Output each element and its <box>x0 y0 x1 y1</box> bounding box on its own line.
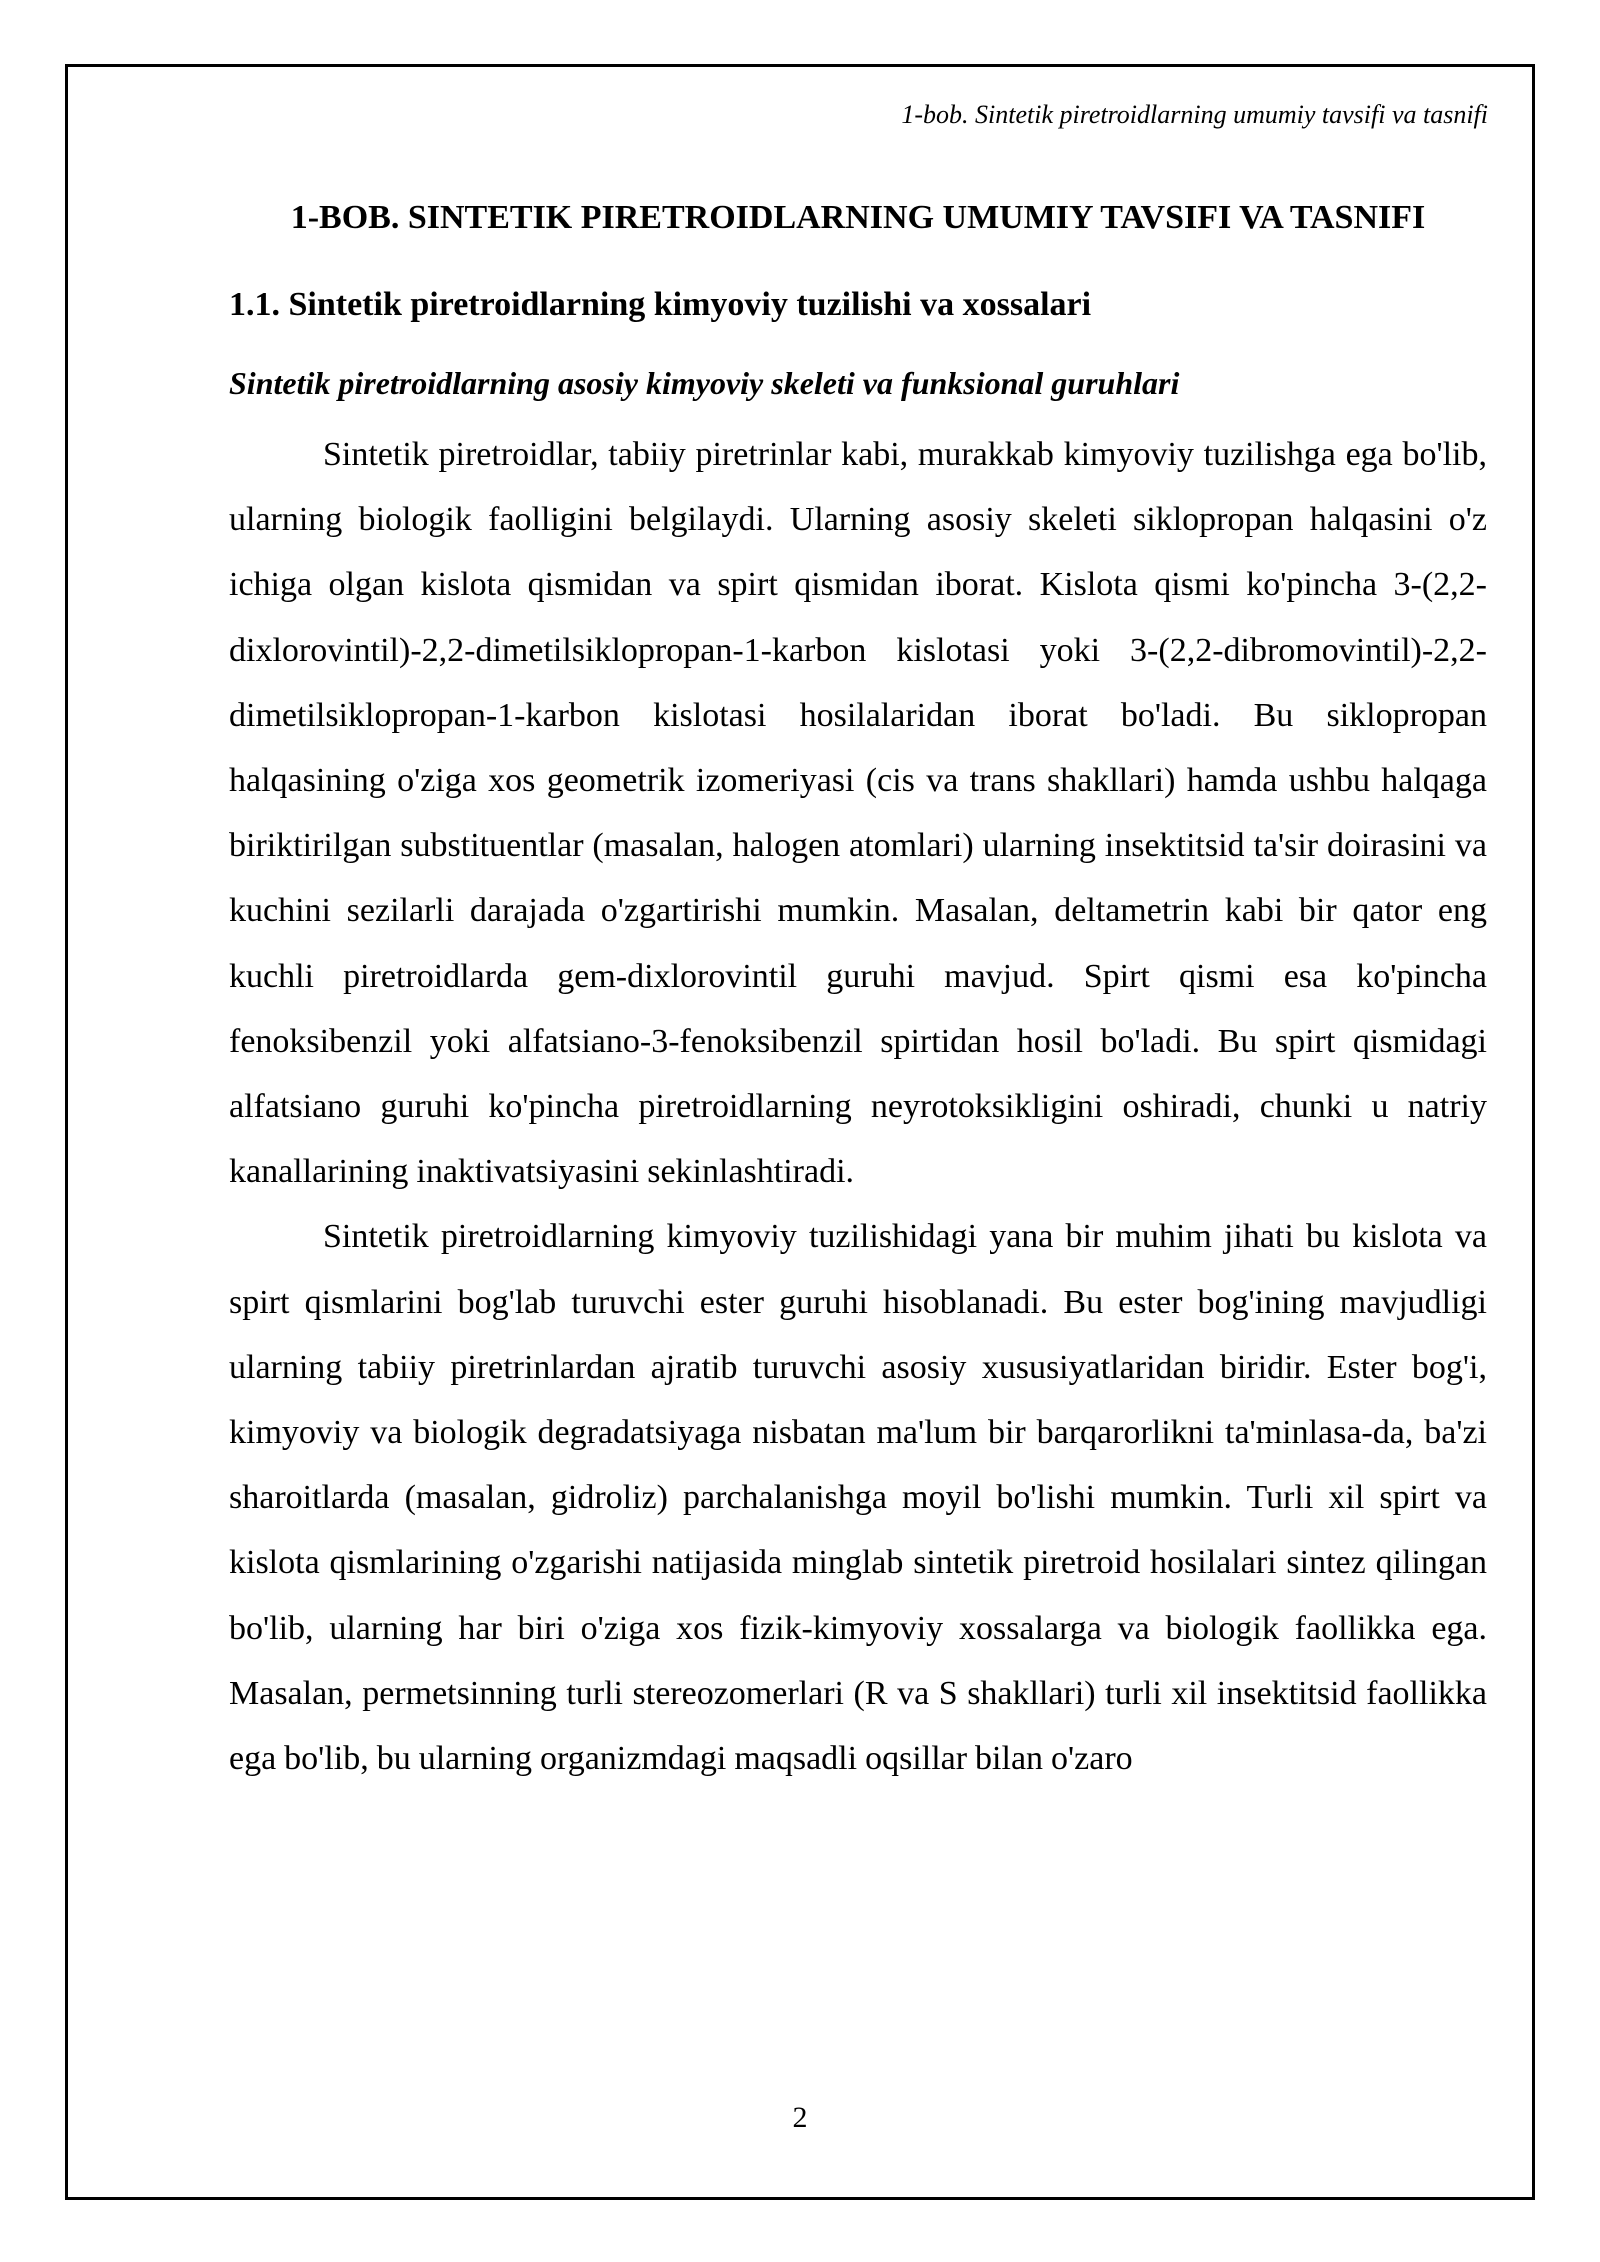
body-paragraph: Sintetik piretroidlar, tabiiy piretrinlar kabi, murakkab kimyoviy tuzilishga ega bo'lib, ularning biologik faolligini belgilaydi. Ularning asosiy skeleti siklopropan halqasini o'z ichiga olgan kislota qismidan va spirt qismidan iborat. Kislota qismi ko'pincha 3-(2,2-dixlorovintil)-2,2-dimetilsiklopropan-1-karbon kislotasi yoki 3-(2,2-dibromovintil)-2,2-dimetilsiklopropan-1-karbon kislotasi hosilalaridan iborat bo'ladi. Bu siklopropan halqasining o'ziga xos geometrik izomeriyasi (cis va trans shakllari) hamda ushbu halqaga biriktirilgan substituentlar (masalan, halogen atomlari) ularning insektitsid ta'sir doirasini va kuchini sezilarli darajada o'zgartirishi mumkin. Masalan, deltametrin kabi bir qator eng kuchli piretroidlarda gem-dixlorovintil guruhi mavjud. Spirt qismi esa ko'pincha fenoksibenzil yoki alfatsiano-3-fenoksibenzil spirtidan hosil bo'ladi. Bu spirt qismidagi alfatsiano guruhi ko'pincha piretroidlarning neyrotoksikligini oshiradi, chunki u natriy kanallarining inaktivatsiyasini sekinlashtiradi. <box>229 436 1487 1191</box>
body-paragraph: Sintetik piretroidlarning kimyoviy tuzilishidagi yana bir muhim jihati bu kislota va spirt qismlarini bog'lab turuvchi ester guruhi hisoblanadi. Bu ester bog'ining mavjudligi ularning tabiiy piretrinlardan ajratib turuvchi asosiy xususiyatlaridan biridir. Ester bog'i, kimyoviy va biologik degradatsiyaga nisbatan ma'lum bir barqarorlikni ta'minlasa-da, ba'zi sharoitlarda (masalan, gidroliz) parchalanishga moyil bo'lishi mumkin. Turli xil spirt va kislota qismlarining o'zgarishi natijasida minglab sintetik piretroid hosilalari sintez qilingan bo'lib, ularning har biri o'ziga xos fizik-kimyoviy xossalarga va biologik faollikka ega. Masalan, permetsinning turli stereozomerlari (R va S shakllari) turli xil insektitsid faollikka ega bo'lib, bu ularning organizmdagi maqsadli oqsillar bilan o'zaro <box>229 1218 1487 1778</box>
section-heading: 1.1. Sintetik piretroidlarning kimyoviy tuzilishi va xossalari <box>229 286 1092 323</box>
page-content <box>229 185 1487 1791</box>
page-number: 2 <box>792 2101 808 2134</box>
chapter-title: 1-BOB. SINTETIK PIRETROIDLARNING UMUMIY TAVSIFI VA TASNIFI <box>290 199 1426 236</box>
running-header: 1-bob. Sintetik piretroidlarning umumiy tavsifi va tasnifi <box>901 100 1488 129</box>
subsection-heading: Sintetik piretroidlarning asosiy kimyoviy skeleti va funksional guruhlari <box>229 365 1180 401</box>
